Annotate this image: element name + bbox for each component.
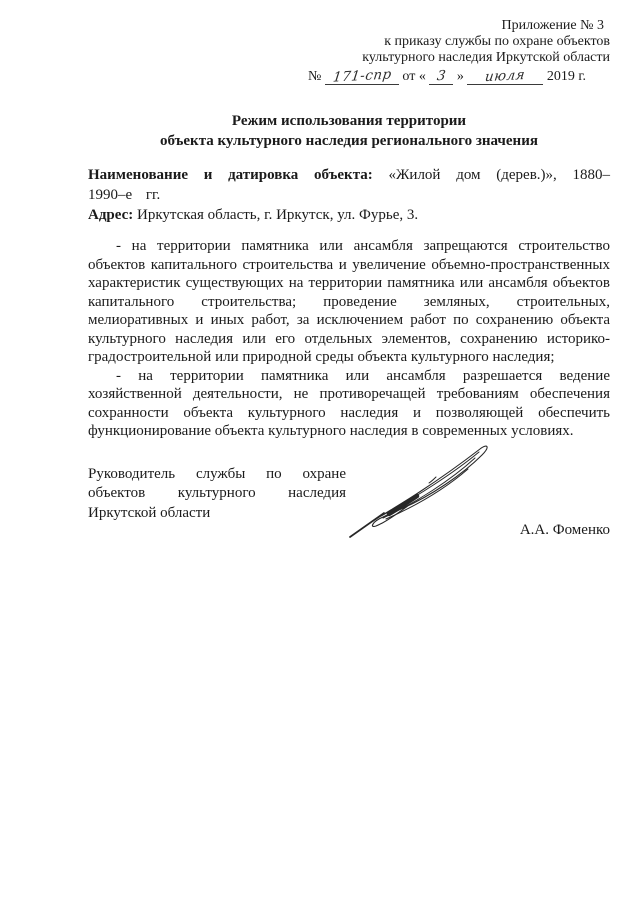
order-reference-line-1: к приказу службы по охране объектов bbox=[384, 34, 610, 49]
order-number-handwritten: 171-спр bbox=[331, 66, 393, 86]
document-title bbox=[88, 111, 610, 151]
order-reference-line-2: культурного наследия Иркутской области bbox=[362, 50, 610, 65]
object-address-label: Адрес: bbox=[88, 207, 134, 223]
signer-name: А.А. Фоменко bbox=[519, 521, 610, 538]
object-name-line bbox=[88, 165, 610, 205]
order-number-line bbox=[280, 66, 610, 86]
day-handwritten: 3 bbox=[435, 67, 447, 85]
approval-header bbox=[280, 18, 610, 85]
handwritten-signature-icon bbox=[343, 439, 493, 551]
document-title-line-1: Режим использования территории bbox=[231, 113, 467, 129]
month-blank bbox=[467, 66, 543, 86]
document-title-line-2: объекта культурного наследия регионального значения bbox=[160, 133, 538, 149]
regulation-text bbox=[88, 237, 610, 441]
day-blank bbox=[429, 69, 453, 85]
number-sign-label: № bbox=[308, 69, 322, 84]
signature-block bbox=[88, 465, 610, 577]
close-quote-label: » bbox=[456, 69, 464, 84]
object-address-value: Иркутская область, г. Иркутск, ул. Фурье, 3. bbox=[137, 207, 419, 223]
object-address-line bbox=[88, 205, 610, 225]
object-name-value: «Жилой дом (дерев.)», 1880–1990–е гг. bbox=[88, 167, 611, 203]
signer-position-title: Руководитель службы по охране объектов культурного наследия Иркутской области bbox=[88, 465, 346, 521]
month-handwritten: июля bbox=[484, 66, 527, 86]
object-name-label: Наименование и датировка объекта: bbox=[88, 167, 373, 183]
object-info bbox=[88, 165, 610, 225]
permissions-paragraph: - на территории памятника или ансамбля разрешается ведение хозяйственной деятельности, не противоречащей требованиям обеспечения сохранности объекта культурного наследия и позволяющей обеспечить функционирование объекта культурного наследия в современных условиях. bbox=[88, 367, 610, 439]
from-label: от « bbox=[402, 69, 426, 84]
year-label: 2019 г. bbox=[546, 69, 586, 84]
order-number-blank bbox=[325, 66, 399, 86]
prohibitions-paragraph: - на территории памятника или ансамбля запрещаются строительство объектов капитального строительства и увеличение объемно-пространственных характеристик существующих на территории памятника или ансамбля объектов капитального строительства; проведение земляных, строительных, мелиоративных и иных работ, за исключением работ по сохранению объекта культурного наследия или его отдельных элементов, сохранению историко-градостроительной или природной среды объекта культурного наследия; bbox=[88, 238, 610, 365]
appendix-label: Приложение № 3 bbox=[501, 18, 604, 33]
